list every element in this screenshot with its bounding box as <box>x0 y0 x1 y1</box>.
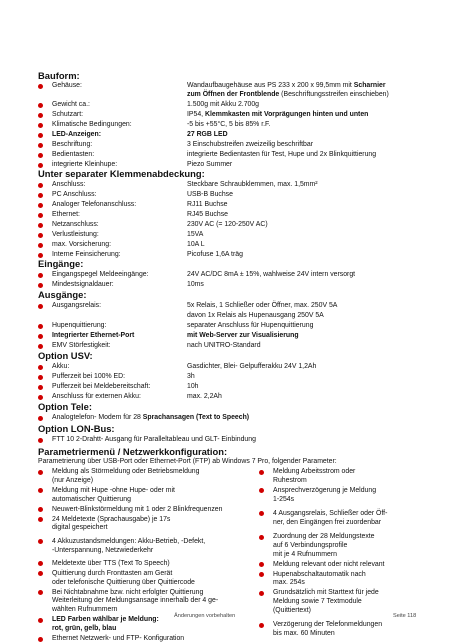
bullet-icon <box>38 113 43 118</box>
bullet-icon <box>38 539 43 544</box>
spec-value: 15VA <box>187 231 204 238</box>
bullet-icon <box>38 365 43 370</box>
bullet-icon <box>259 623 264 628</box>
bullet-icon <box>38 253 43 258</box>
param-item-line: Meldung relevant oder nicht relevant <box>273 560 385 568</box>
param-item-line: (Quittiertext) <box>273 607 311 614</box>
bullet-icon <box>38 571 43 576</box>
param-item-line: auf 6 Verbindungsprofile <box>273 541 348 549</box>
bullet-icon <box>259 488 264 493</box>
param-item-line: max. 254s <box>273 579 305 587</box>
spec-text-bold: Sprachansagen (Text to Speech) <box>142 414 250 421</box>
param-item-line: -Unterspannung, Netzwiederkehr <box>52 546 154 554</box>
param-item-line: bis max. 60 Minuten <box>273 630 335 638</box>
spec-label: Hupenquittierung: <box>52 322 107 329</box>
param-item-line: Meldetexte über TTS (Text To Speech) <box>52 559 170 567</box>
param-item-line: 4 Akkuzustandsmeldungen: Akku-Betrieb, -Defekt, <box>52 537 206 545</box>
param-item-line: Bei Nichtabnahme bzw. nicht erfolgter Quittierung <box>52 588 204 596</box>
spec-text <box>52 413 249 423</box>
param-item-line: Grundsätzlich mit Starttext für jede <box>273 589 379 597</box>
spec-value: Steckbare Schraubklemmen, max. 1,5mm² <box>187 181 318 188</box>
spec-value-bold: zum Öffnen der Frontblende <box>187 91 280 98</box>
spec-value: Piezo Summer <box>187 161 233 168</box>
spec-value: USB-B Buchse <box>187 191 233 198</box>
bullet-icon <box>259 572 264 577</box>
spec-value: 10h <box>187 383 199 390</box>
spec-label: Analoger Telefonanschluss: <box>52 201 137 208</box>
bullet-icon <box>38 84 43 89</box>
spec-label: Netzanschluss: <box>52 221 99 228</box>
spec-value: 10A L <box>187 241 205 248</box>
spec-value <box>187 90 389 100</box>
bullet-icon <box>38 618 43 623</box>
spec-label: LED-Anzeigen: <box>52 131 101 138</box>
spec-value: 3h <box>187 373 195 380</box>
spec-text-regular: Analogtelefon- Modem für 28 <box>52 414 143 421</box>
spec-value: RJ11 Buchse <box>187 201 228 208</box>
spec-label: Anschluss für externen Akku: <box>52 393 141 400</box>
bullet-icon <box>38 590 43 595</box>
bullet-icon <box>38 324 43 329</box>
bullet-icon <box>38 507 43 512</box>
spec-value: Picofuse 1,6A träg <box>187 251 243 258</box>
section-heading-lon: Option LON-Bus: <box>38 423 115 434</box>
bullet-icon <box>38 163 43 168</box>
bullet-icon <box>38 470 43 475</box>
page-number: Seite 118 <box>393 613 417 619</box>
bullet-icon <box>38 243 43 248</box>
spec-value: 5x Relais, 1 Schließer oder Öffner, max. 250V 5A <box>187 302 338 309</box>
bullet-icon <box>38 193 43 198</box>
param-item-line: 24 Meldetexte (Sprachausgabe) je 17s <box>52 515 171 523</box>
spec-value: 230V AC (= 120-250V AC) <box>187 221 268 228</box>
param-item-line: (nur Anzeige) <box>52 476 93 484</box>
section-heading-usv: Option USV: <box>38 350 93 361</box>
bullet-icon <box>38 375 43 380</box>
spec-value: davon 1x Relais als Hupenausgang 250V 5A <box>187 312 324 319</box>
spec-value <box>187 110 368 120</box>
spec-value: -5 bis +55°C, 5 bis 85% r.F. <box>187 121 271 128</box>
param-item-line: LED Farben wählbar je Meldung: <box>52 616 159 624</box>
bullet-icon <box>259 511 264 516</box>
spec-label: integrierte Kleinhupe: <box>52 161 118 168</box>
spec-label: Akku: <box>52 363 70 370</box>
bullet-icon <box>38 438 43 443</box>
bullet-icon <box>38 517 43 522</box>
bullet-icon <box>38 304 43 309</box>
spec-label: Verlustleistung: <box>52 231 99 238</box>
section-heading-eingaenge: Eingänge: <box>38 258 84 269</box>
bullet-icon <box>38 637 43 642</box>
spec-value-text: (Beschriftungsstreifen einschieben) <box>279 91 389 98</box>
spec-label: EMV Störfestigkeit: <box>52 342 111 349</box>
spec-value: max. 2,2Ah <box>187 393 222 400</box>
spec-value: integrierte Bedientasten für Test, Hupe und 2x Blinkquittierung <box>187 151 377 158</box>
spec-label: Eingangspegel Meldeeingänge: <box>52 271 149 278</box>
spec-label: Ethernet: <box>52 211 80 218</box>
spec-label: Anschluss: <box>52 181 86 188</box>
bullet-icon <box>259 535 264 540</box>
spec-value: 27 RGB LED <box>187 131 228 138</box>
param-item-line: 4 Ausgangsrelais, Schließer oder Öff- <box>273 509 388 517</box>
param-item-line: ner, den Eingängen frei zuordenbar <box>273 518 382 526</box>
bullet-icon <box>38 416 43 421</box>
spec-label: Pufferzeit bei Meldebereitschaft: <box>52 383 151 390</box>
bullet-icon <box>38 385 43 390</box>
spec-text: FTT 10 2-Drahtt- Ausgang für Paralleltableau und GLT- Einbindung <box>52 436 256 443</box>
spec-value-text: IP54, <box>187 111 206 118</box>
bullet-icon <box>38 183 43 188</box>
spec-value: 3 Einschubstreifen zweizeilig beschriftbar <box>187 141 314 148</box>
spec-label: Interne Feinsicherung: <box>52 251 121 258</box>
param-item-line: Neuwert-Blinkstörmeldung mit 1 oder 2 Blinkfrequenzen <box>52 505 223 513</box>
param-intro: Parametrierung über USB-Port oder Ethernet-Port (FTP) ab Windows 7 Pro, folgender Parameter: <box>38 458 337 465</box>
bullet-icon <box>38 133 43 138</box>
spec-label: Schutzart: <box>52 111 84 118</box>
param-item-line: mit je 4 Rufnummern <box>273 550 337 558</box>
bullet-icon <box>38 143 43 148</box>
bullet-icon <box>38 233 43 238</box>
param-item-line: digital gespeichert <box>52 524 108 532</box>
bullet-icon <box>38 273 43 278</box>
bullet-icon <box>38 123 43 128</box>
spec-label: Gewicht ca.: <box>52 101 90 108</box>
spec-value-text: Wandaufbaugehäuse aus PS 233 x 200 x 99,5mm mit <box>187 82 354 89</box>
spec-label: Ausgangsrelais: <box>52 302 102 309</box>
bullet-icon <box>38 153 43 158</box>
bullet-icon <box>38 213 43 218</box>
bullet-icon <box>38 103 43 108</box>
param-item-line: Hupenabschaltautomatik nach <box>273 570 366 578</box>
param-item-line: Meldung als Störmeldung oder Betriebsmeldung <box>52 468 200 475</box>
spec-value-bold: Scharnier <box>353 82 386 89</box>
bullet-icon <box>259 562 264 567</box>
spec-label: max. Vorsicherung: <box>52 241 111 248</box>
param-item-line: Ethernet Netzwerk- und FTP- Konfiguration <box>52 635 185 642</box>
bullet-icon <box>259 591 264 596</box>
bullet-icon <box>38 395 43 400</box>
spec-value: Gasdichter, Blei- Gelpufferakku 24V 1,2Ah <box>187 363 317 370</box>
spec-label: Gehäuse: <box>52 82 82 89</box>
param-item-line: automatischer Quittierung <box>52 495 131 503</box>
spec-value: RJ45 Buchse <box>187 211 228 218</box>
spec-label: Klimatische Bedingungen: <box>52 121 132 128</box>
bullet-icon <box>38 334 43 339</box>
spec-label: Pufferzeit bei 100% ED: <box>52 373 126 380</box>
bullet-icon <box>38 203 43 208</box>
param-item-line: Weiterleitung der Meldungsansage innerhalb der 4 ge- <box>52 597 219 605</box>
section-heading-ausgaenge: Ausgänge: <box>38 289 87 300</box>
spec-label: PC Anschluss: <box>52 191 97 198</box>
spec-value: 10ms <box>187 281 204 288</box>
spec-value: 24V AC/DC 8mA ± 15%, wahlweise 24V intern versorgt <box>187 271 356 278</box>
param-item-line: Meldung sowie 7 Textmodule <box>273 598 362 606</box>
spec-value: nach UNITRO-Standard <box>187 342 261 349</box>
param-item-line: Meldung mit Hupe -ohne Hupe- oder mit <box>52 486 175 494</box>
spec-value: separater Anschluss für Hupenquittierung <box>187 322 314 329</box>
spec-label: Mindestsignaldauer: <box>52 281 114 288</box>
param-item-line: Verzögerung der Telefonmeldungen <box>273 621 383 629</box>
param-item-line: Zuordnung der 28 Meldungstexte <box>273 533 375 540</box>
bullet-icon <box>38 488 43 493</box>
param-item-line: rot, grün, gelb, blau <box>52 625 117 632</box>
spec-label: Integrierter Ethernet-Port <box>52 332 135 339</box>
spec-value: mit Web-Server zur Visualisierung <box>187 332 299 339</box>
param-item-line: Meldung Arbeitsstrom oder <box>273 468 356 475</box>
spec-value: 1.500g mit Akku 2.700g <box>187 101 260 108</box>
section-heading-bauform: Bauform: <box>38 70 80 81</box>
bullet-icon <box>259 470 264 475</box>
param-item-line: Quittierung durch Fronttasten am Gerät <box>52 569 173 577</box>
section-heading-tele: Option Tele: <box>38 401 92 412</box>
param-item-line: Ansprechverzögerung je Meldung <box>273 486 377 494</box>
section-heading-klemmen: Unter separater Klemmenabdeckung: <box>38 168 205 179</box>
param-item-line: oder telefonische Quittierung über Quittiercode <box>52 578 195 586</box>
bullet-icon <box>38 561 43 566</box>
spec-label: Bedientasten: <box>52 151 95 158</box>
section-heading-param: Parametriermenü / Netzwerkkonfiguration: <box>38 446 228 457</box>
spec-label: Beschriftung: <box>52 141 93 148</box>
bullet-icon <box>38 283 43 288</box>
param-item-line: wählten Rufnummern <box>52 606 118 614</box>
bullet-icon <box>38 344 43 349</box>
spec-value-bold: Klemmkasten mit Vorprägungen hinten und unten <box>205 111 369 118</box>
bullet-icon <box>38 223 43 228</box>
param-item-line: Ruhestrom <box>273 476 307 484</box>
footer-note: Änderungen vorbehalten <box>174 613 236 619</box>
param-item-line: 1-254s <box>273 495 295 503</box>
